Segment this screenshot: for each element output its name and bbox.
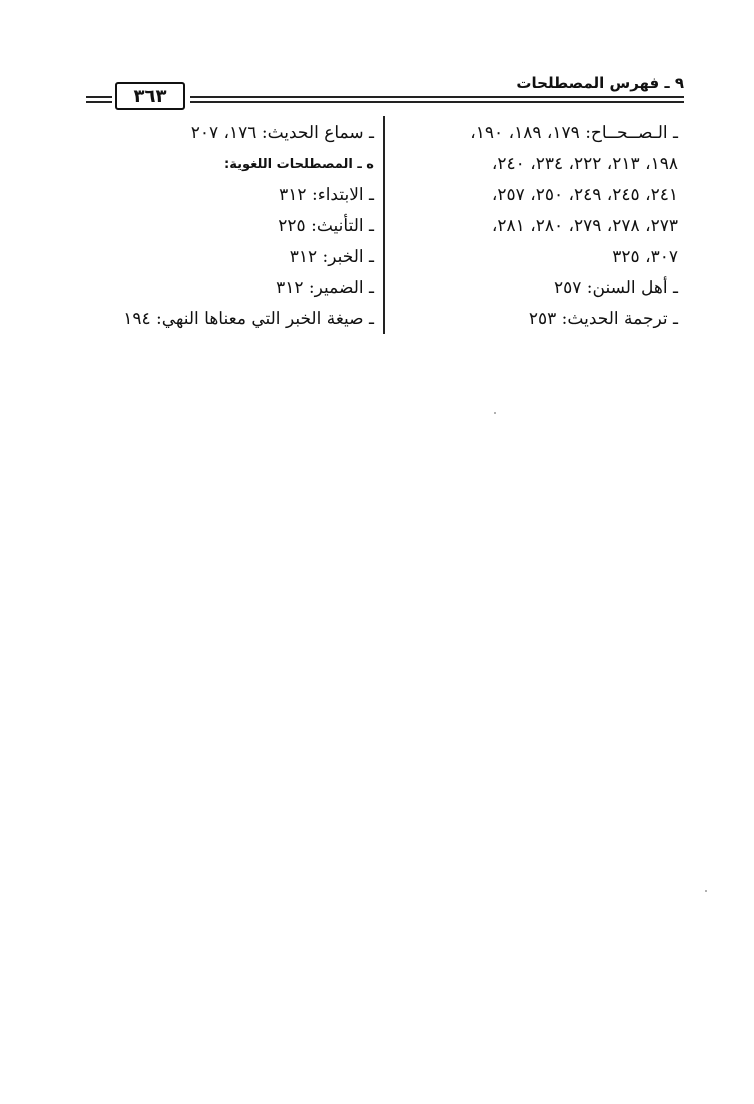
index-entry-tarjamat-al-hadith: ـ ترجمة الحديث: ٢٥٣ — [528, 309, 678, 329]
column-divider — [383, 116, 385, 334]
index-entry: ـ صيغة الخبر التي معناها النهي: ١٩٤ — [123, 309, 374, 329]
index-entry: ـ التأنيث: ٢٢٥ — [278, 216, 374, 236]
index-line: ٣٠٧، ٣٢٥ — [612, 247, 678, 267]
index-entry: ـ الابتداء: ٣١٢ — [279, 185, 374, 205]
index-entry: ـ الضمير: ٣١٢ — [276, 278, 374, 298]
scan-speck — [494, 412, 496, 414]
index-entry-samaa-al-hadith: ـ سماع الحديث: ١٧٦، ٢٠٧ — [190, 123, 374, 143]
header-rule-left-top — [86, 96, 112, 98]
page-header-title: ٩ ـ فهرس المصطلحات — [516, 74, 684, 92]
left-column — [74, 118, 374, 335]
section-heading: ه ـ المصطلحات اللغوية: — [224, 157, 374, 172]
header-rule-right-bottom — [190, 101, 684, 103]
page-number: ٣٦٣ — [133, 85, 167, 107]
index-line: ١٩٨، ٢١٣، ٢٢٢، ٢٣٤، ٢٤٠، — [491, 154, 678, 174]
page-number-box — [115, 82, 185, 110]
header-rule-left-bottom — [86, 101, 112, 103]
index-entry-ahl-al-sunan: ـ أهل السنن: ٢٥٧ — [553, 278, 678, 298]
right-column — [388, 118, 678, 335]
index-line: ٢٧٣، ٢٧٨، ٢٧٩، ٢٨٠، ٢٨١، — [491, 216, 678, 236]
header-rule-right-top — [190, 96, 684, 98]
scan-speck — [705, 890, 707, 892]
index-line: ـ الـصــحــاح: ١٧٩، ١٨٩، ١٩٠، — [470, 123, 678, 143]
index-line: ٢٤١، ٢٤٥، ٢٤٩، ٢٥٠، ٢٥٧، — [491, 185, 678, 205]
index-entry: ـ الخبر: ٣١٢ — [289, 247, 374, 267]
